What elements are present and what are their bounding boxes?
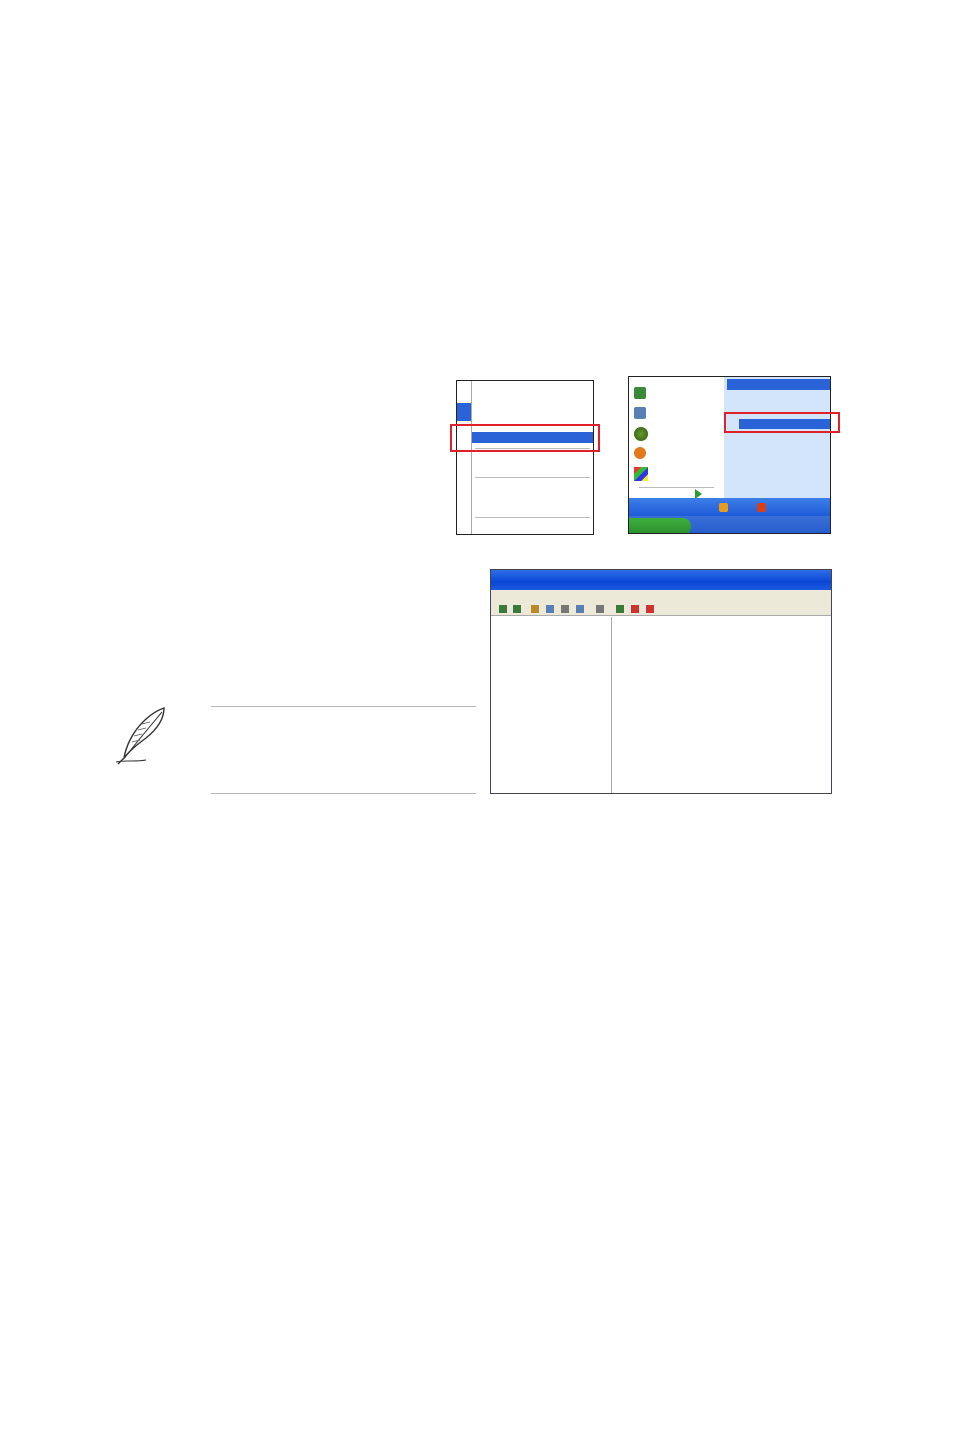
step-2-text xyxy=(164,352,834,375)
note-rule-bottom xyxy=(211,793,476,794)
highlight-manage-start xyxy=(724,412,840,433)
feather-pen-icon xyxy=(112,704,172,766)
computer-management-screenshot xyxy=(490,569,832,794)
section-heading xyxy=(116,111,218,143)
start-menu-screenshot xyxy=(628,376,831,534)
context-menu-screenshot xyxy=(456,380,594,535)
cm-title xyxy=(491,570,831,590)
note-rule-top xyxy=(211,706,476,707)
highlight-manage-context xyxy=(450,424,600,452)
